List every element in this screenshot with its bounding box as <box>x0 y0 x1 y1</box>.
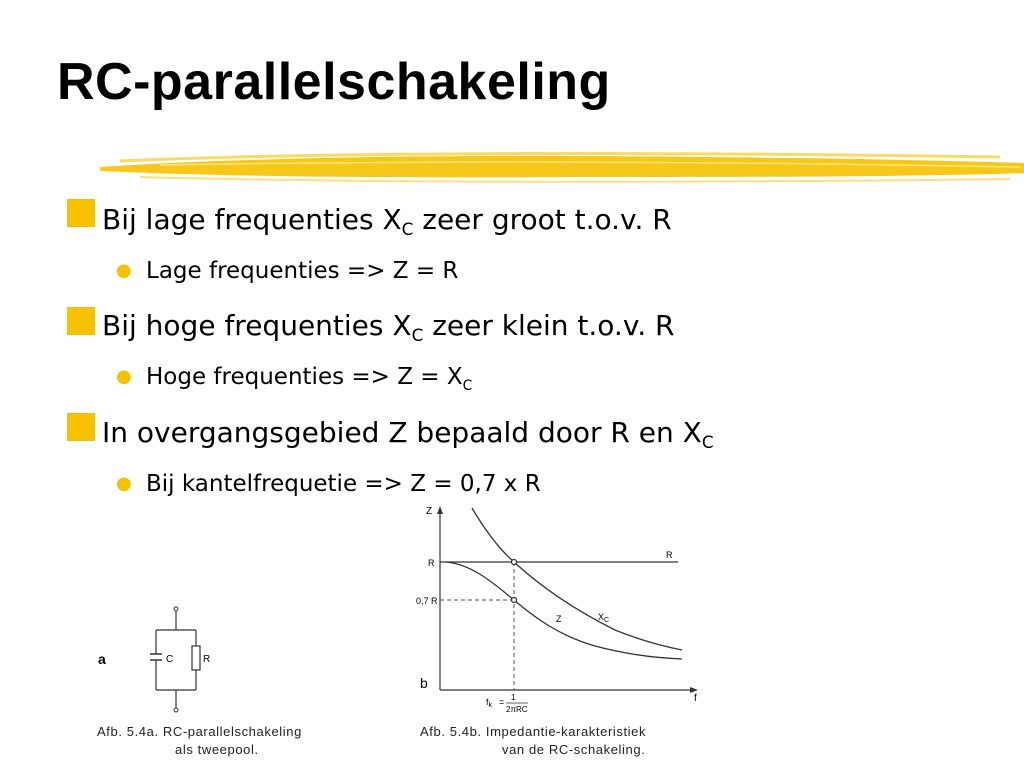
bullet-square-icon <box>67 199 95 227</box>
fk-equals: = <box>499 697 505 707</box>
impedance-characteristic-chart <box>410 502 710 724</box>
bullet-dot-icon: ● <box>116 366 132 387</box>
figure-a-caption-line1: Afb. 5.4a. RC-parallelschakeling <box>97 724 302 739</box>
fk-denominator: 2πRC <box>506 705 528 714</box>
bullet-square-icon <box>67 413 95 441</box>
bullet-dot-icon: ● <box>116 260 132 281</box>
xc-curve-label: $X_C$ <box>598 612 610 624</box>
bullet-item: In overgangsgebied Z bepaald door R en $X_C$ <box>102 416 714 452</box>
bullet-item: Bij hoge frequenties $X_C$ zeer klein t.o.v. R <box>102 309 675 345</box>
z-curve <box>446 562 682 659</box>
figure-b-caption-line2: van de RC-schakeling. <box>502 742 646 757</box>
y-axis-label: Z <box>426 506 433 517</box>
bullet-square-icon <box>67 307 95 335</box>
capacitor-label: C <box>166 654 174 665</box>
resistor-label: R <box>203 654 211 665</box>
sub-bullet-item: Lage frequenties => Z = R <box>146 258 459 284</box>
fk-numerator: 1 <box>511 693 516 702</box>
z-curve-label: Z <box>556 614 562 624</box>
title-underline-brush <box>100 147 1024 189</box>
sub-bullet-item: Bij kantelfrequetie => Z = 0,7 x R <box>146 471 541 497</box>
r-tick-label: R <box>428 558 435 568</box>
sub-bullet-item: Hoge frequenties => $Z = X_C$ <box>146 364 473 394</box>
r-line-label: R <box>666 550 673 560</box>
figure-b-caption-line1: Afb. 5.4b. Impedantie-karakteristiek <box>420 724 647 739</box>
tick-07r-label: 0,7 R <box>416 596 438 606</box>
x-axis-label: f <box>694 693 697 704</box>
figure-a-caption-line2: als tweepool. <box>175 742 259 757</box>
fk-label: $f_k$ <box>486 697 493 709</box>
page-title: RC-parallelschakeling <box>57 53 611 111</box>
bullet-dot-icon: ● <box>116 473 132 494</box>
rc-parallel-circuit-diagram <box>90 600 240 720</box>
figure-a-label: a <box>98 651 106 667</box>
figure-b-label: b <box>420 675 428 691</box>
bullet-item: Bij lage frequenties $X_C$ zeer groot t.o.v. R <box>102 203 672 239</box>
xc-curve <box>472 508 682 650</box>
